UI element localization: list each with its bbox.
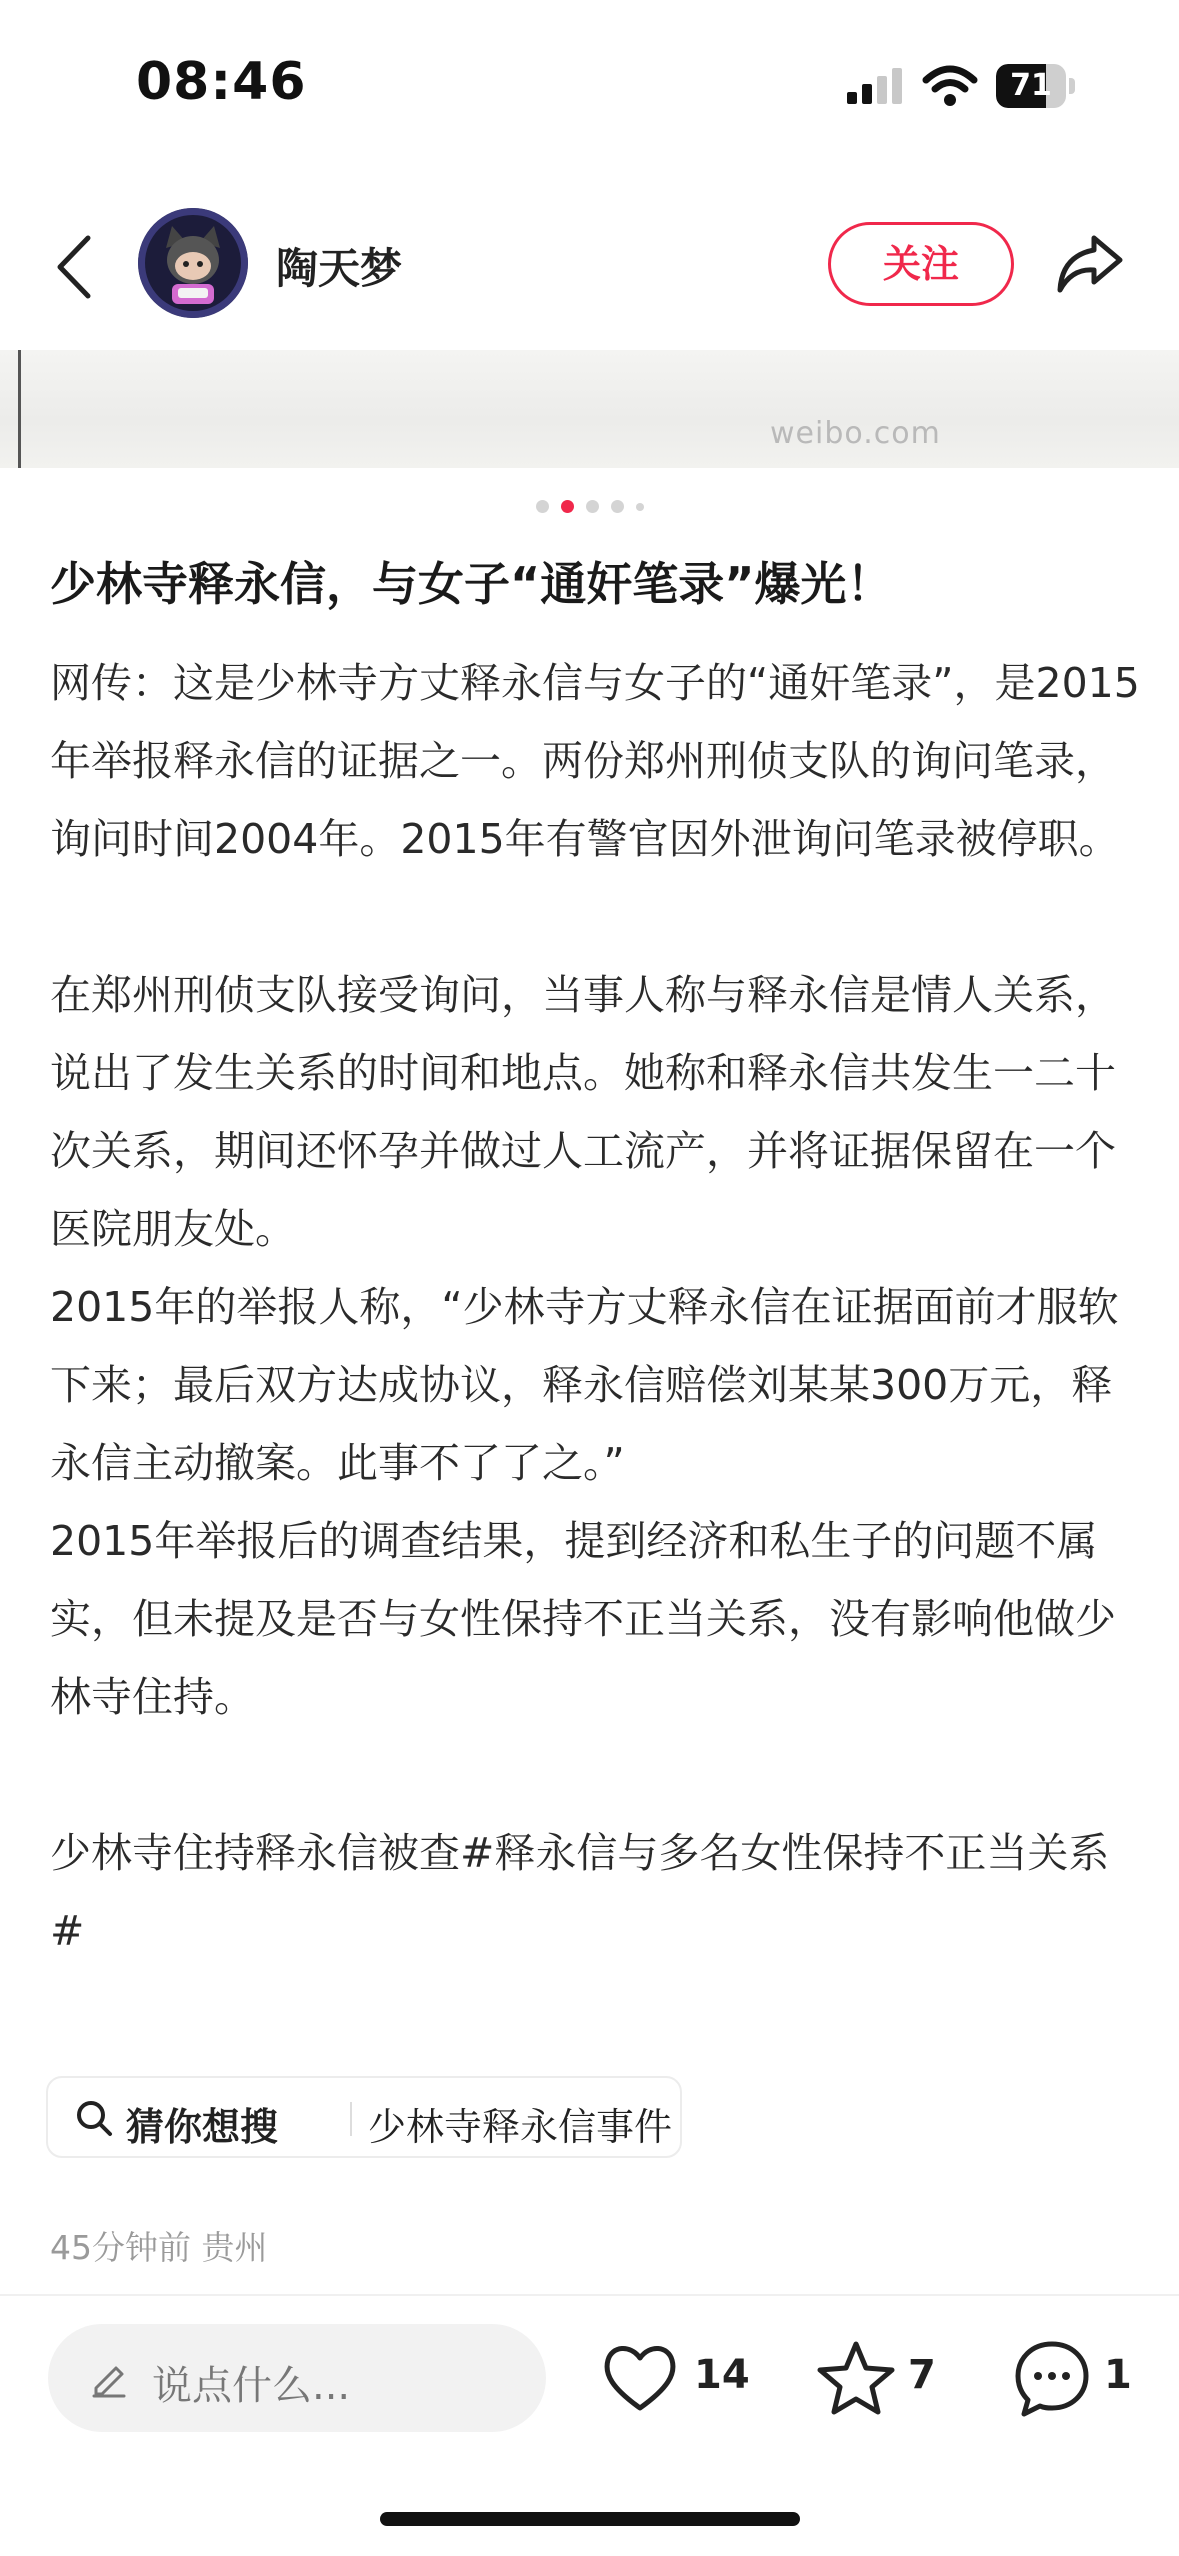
carousel-indicator <box>0 496 1179 516</box>
suggestion-label: 猜你想搜 <box>126 2105 279 2149</box>
battery-percent: 71 <box>1010 68 1052 103</box>
follow-button[interactable]: 关注 <box>828 222 1014 306</box>
comment-input[interactable] <box>48 2324 546 2432</box>
wifi-icon <box>922 64 978 108</box>
share-icon[interactable] <box>1054 228 1126 298</box>
comment-count: 1 <box>1104 2352 1132 2398</box>
comment-placeholder: 说点什么... <box>152 2363 351 2409</box>
home-indicator[interactable] <box>380 2512 800 2526</box>
author-avatar[interactable] <box>138 208 248 318</box>
cellular-signal-icon <box>845 66 905 106</box>
post-image[interactable] <box>0 350 1179 468</box>
image-edge-mark <box>18 350 21 468</box>
post-paragraph: 2015年举报后的调查结果，提到经济和私生子的问题不属实，但未提及是否与女性保持不正当关系，没有影响他做少林寺住持。 <box>50 1517 1116 1721</box>
suggestion-divider <box>350 2102 352 2136</box>
battery-tip <box>1069 78 1075 94</box>
post-paragraph-blank <box>50 878 1140 956</box>
author-name[interactable]: 陶天梦 <box>276 244 403 293</box>
bottom-divider <box>0 2294 1179 2296</box>
post-paragraph-blank <box>50 1736 1140 1814</box>
status-time: 08:46 <box>136 52 307 112</box>
carousel-dot <box>611 500 624 513</box>
status-bar <box>0 0 1179 170</box>
search-suggestion[interactable] <box>46 2076 682 2158</box>
post-hashtags[interactable]: 少林寺住持释永信被查#释永信与多名女性保持不正当关系 # <box>50 1829 1110 1955</box>
star-icon <box>814 2336 898 2420</box>
carousel-dot <box>636 503 644 511</box>
post-meta-time-location: 45分钟前 贵州 <box>50 2228 268 2267</box>
post-paragraph: 网传：这是少林寺方丈释永信与女子的“通奸笔录”，是2015年举报释永信的证据之一。两份郑州刑侦支队的询问笔录，询问时间2004年。2015年有警官因外泄询问笔录被停职。 <box>50 659 1140 863</box>
favorite-count: 7 <box>908 2352 936 2398</box>
like-count: 14 <box>694 2352 750 2398</box>
heart-icon <box>598 2336 682 2420</box>
post-body <box>50 644 1140 1970</box>
suggestion-query: 少林寺释永信事件 <box>368 2105 673 2149</box>
battery-indicator <box>996 64 1078 108</box>
search-icon <box>74 2098 114 2138</box>
post-paragraph: 在郑州刑侦支队接受询问，当事人称与释永信是情人关系，说出了发生关系的时间和地点。她称和释永信共发生一二十次关系，期间还怀孕并做过人工流产，并将证据保留在一个医院朋友处。 <box>50 971 1116 1253</box>
avatar-image-icon <box>138 208 248 318</box>
post-header <box>0 200 1179 330</box>
carousel-dot <box>586 500 599 513</box>
back-chevron-icon[interactable] <box>50 232 100 302</box>
pen-icon <box>88 2358 128 2398</box>
post-paragraph: 2015年的举报人称，“少林寺方丈释永信在证据面前才服软下来；最后双方达成协议，释永信赔偿刘某某300万元，释永信主动撤案。此事不了了之。” <box>50 1283 1119 1487</box>
image-watermark: weibo.com <box>770 416 941 451</box>
carousel-dot-active <box>561 500 574 513</box>
comment-bubble-icon <box>1010 2336 1094 2420</box>
post-title: 少林寺释永信，与女子“通奸笔录”爆光！ <box>50 557 893 611</box>
carousel-dot <box>536 500 549 513</box>
battery-body <box>996 64 1066 108</box>
